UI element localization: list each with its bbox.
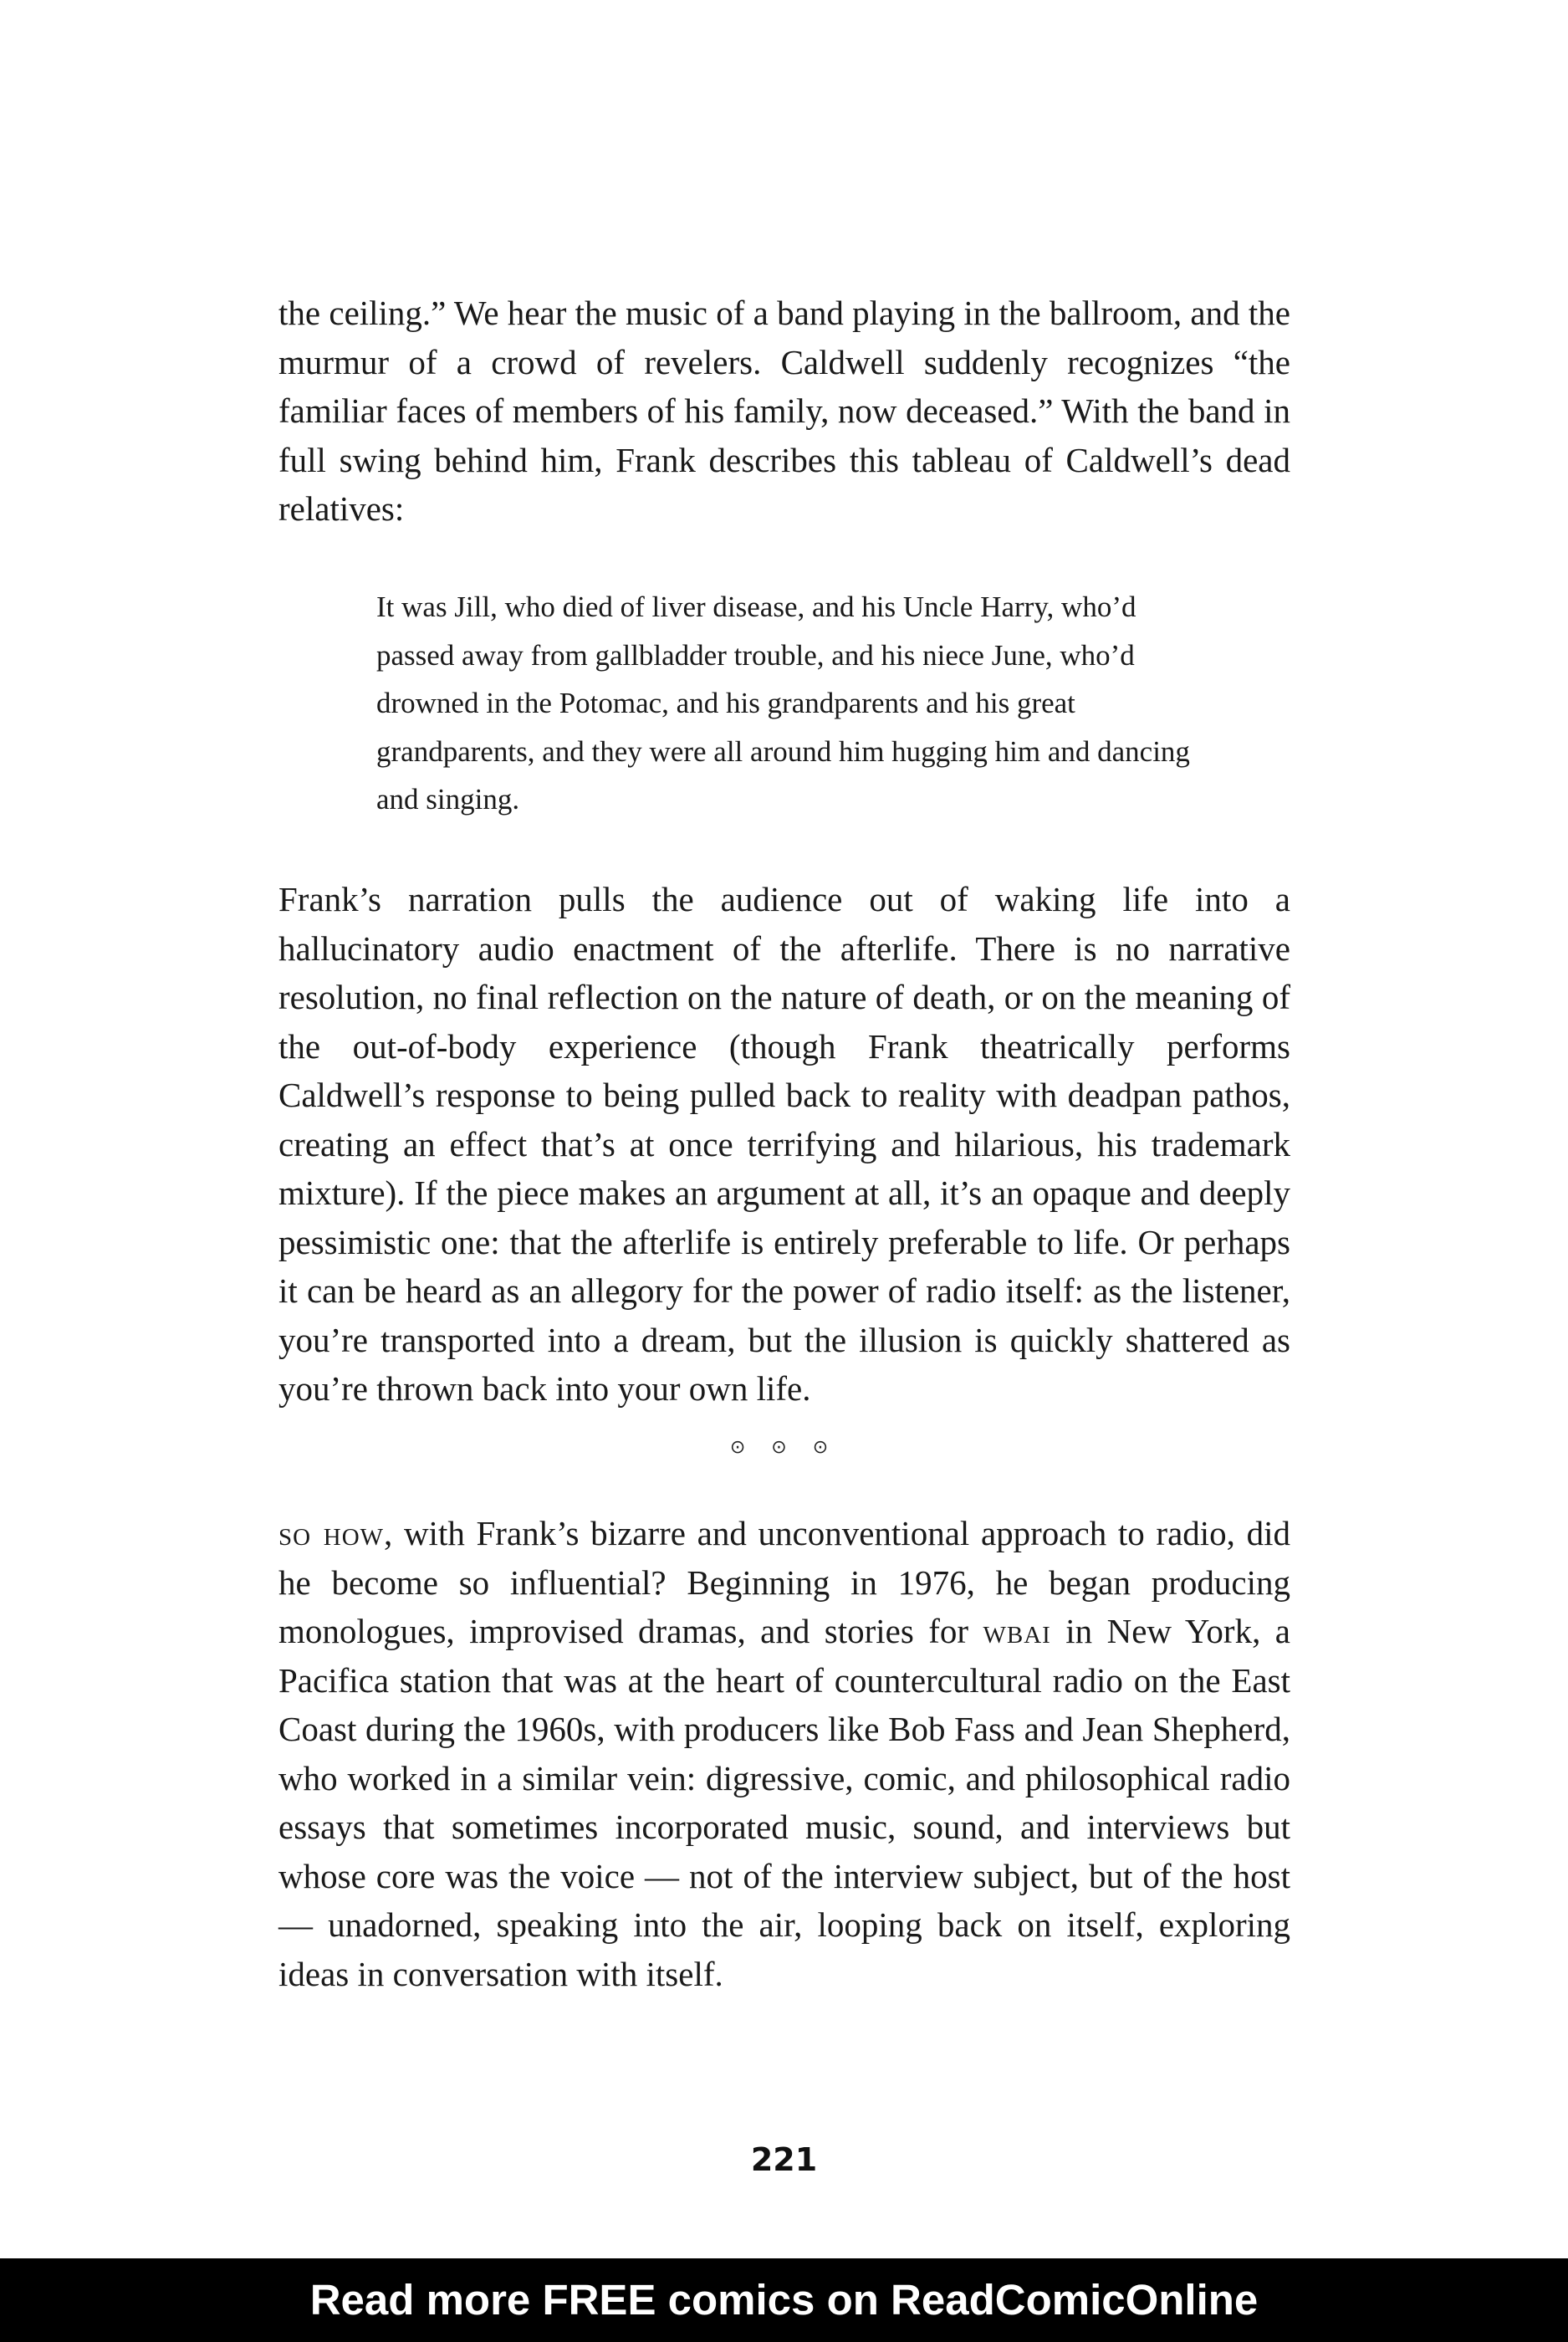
section-break-ornament: ⊙ ⊙ ⊙: [729, 1437, 839, 1458]
paragraph-3-part-b: in New York, a Pacifica station that was at the heart of countercultural radio on the East Coast during the 1960s, with producers like Bob Fass and Jean Shepherd, who worked in a similar vein: digressive, comic, and philosophical radio essays that sometimes incorporated music, sound, and interviews but whose core was the voice — not of the interview subject, but of the host — unadorned, speaking into the air, looping back on itself, exploring ideas in conversation with itself.: [278, 1612, 1290, 1993]
paragraph-3: [278, 1509, 1290, 1998]
paragraph-3-part-a: , with Frank’s bizarre and unconventional approach to radio, did he become so influential? Beginning in 1976, he began producing monologues, improvised dramas, and stories for: [278, 1514, 1290, 1650]
paragraph-2: Frank’s narration pulls the audience out of waking life into a hallucinatory audio enactment of the afterlife. There is no narrative resolution, no final reflection on the nature of death, or on the meaning of the out-of-body experience (though Frank theatrically performs Caldwell’s response to being pulled back to reality with deadpan pathos, creating an effect that’s at once terrifying and hilarious, his trademark mixture). If the piece makes an argument at all, it’s an opaque and deeply pessimistic one: that the afterlife is entirely preferable to life. Or perhaps it can be heard as an allegory for the power of radio itself: as the listener, you’re transported into a dream, but the illusion is quickly shattered as you’re thrown back into your own life.: [278, 880, 1290, 1408]
promo-banner[interactable]: [0, 2258, 1568, 2342]
block-quote: It was Jill, who died of liver disease, and his Uncle Harry, who’d passed away from gallbladder trouble, and his niece June, who’d drowned in the Potomac, and his grandparents and his great grandparents, and they were all around him hugging him and dancing and singing.: [376, 591, 1190, 816]
paragraph-1: the ceiling.” We hear the music of a band playing in the ballroom, and the murmur of a crowd of revelers. Caldwell suddenly recognizes “the familiar faces of members of his family, now deceased.” With the band in full swing behind him, Frank describes this tableau of Caldwell’s dead relatives:: [278, 294, 1290, 528]
promo-banner-text[interactable]: Read more FREE comics on ReadComicOnline: [309, 2276, 1259, 2324]
page-number: 221: [750, 2141, 818, 2178]
station-name: wbai: [983, 1612, 1051, 1650]
paragraph-3-lead-in: so how: [278, 1514, 385, 1552]
